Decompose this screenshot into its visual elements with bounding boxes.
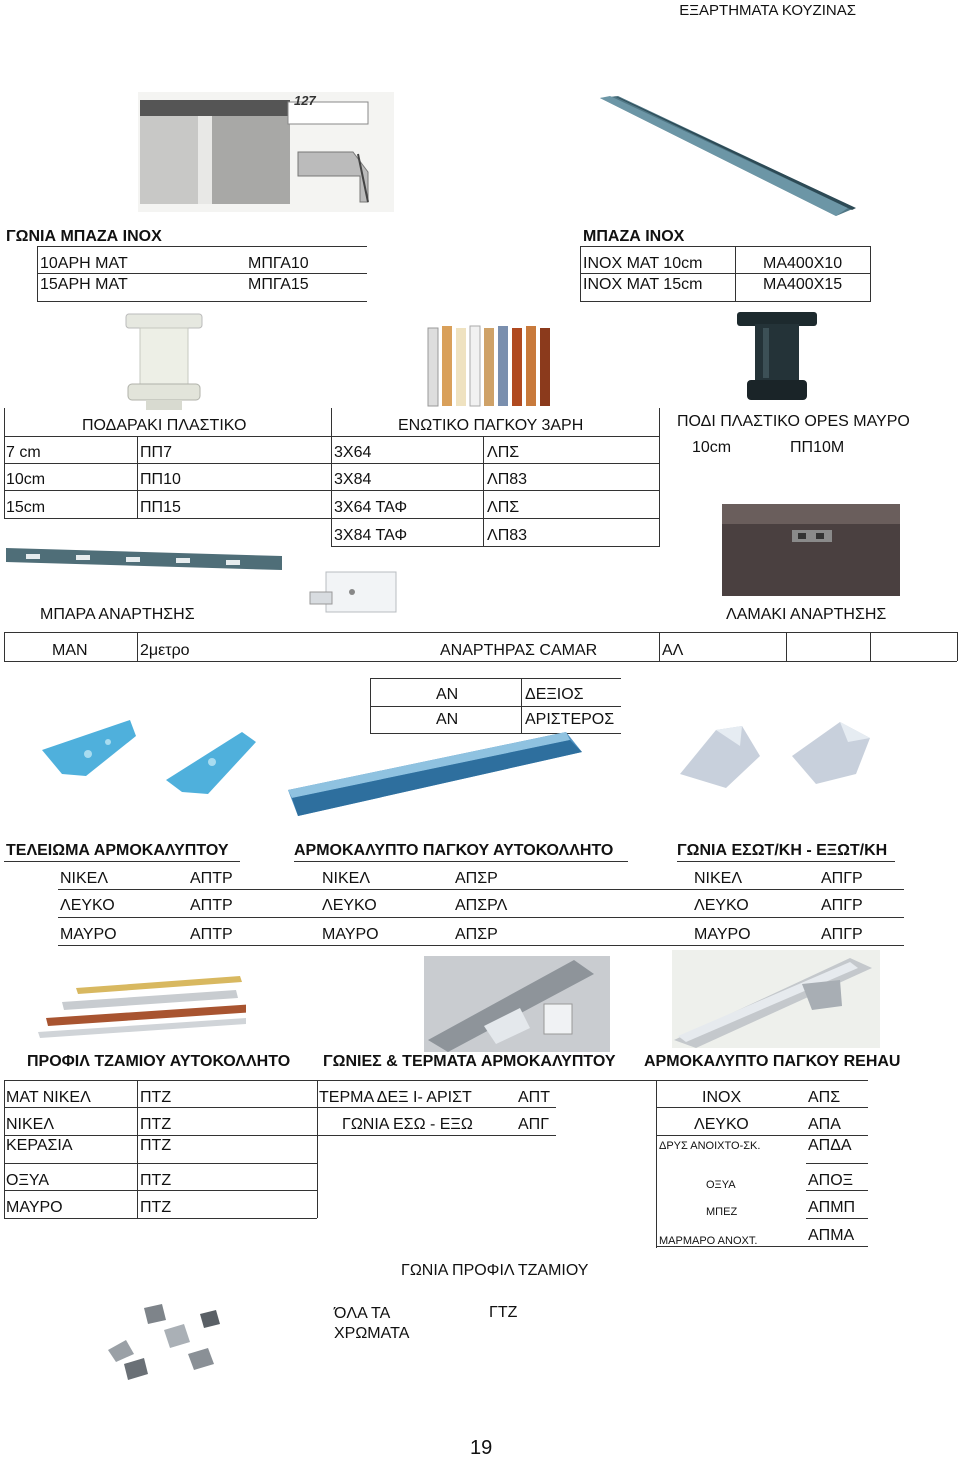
corner-base-row-code: ΜΠΓΑ10 xyxy=(248,255,309,272)
backsplash-adhesive-row-color: ΛΕΥΚΟ xyxy=(322,897,377,914)
rehau-row-color: ΙΝΟΧ xyxy=(702,1089,742,1106)
plastic-leg-title: ΠΟΔΑΡΑΚΙ ΠΛΑΣΤΙΚΟ xyxy=(82,417,247,434)
page-header-title: ΕΞΑΡΤΗΜΑΤΑ ΚΟΥΖΙΝΑΣ xyxy=(679,2,856,19)
glass-profile-title: ΠΡΟΦΙΛ ΤΖΑΜΙΟΥ ΑΥΤΟΚΟΛΛΗΤΟ xyxy=(27,1053,291,1070)
backsplash-end-row-code: ΑΠΤΡ xyxy=(190,926,233,943)
plastic-leg-row-code: ΠΠ10 xyxy=(140,471,181,488)
backsplash-adhesive-title: ΑΡΜΟΚΑΛΥΠΤΟ ΠΑΓΚΟΥ ΑΥΤΟΚΟΛΛΗΤΟ xyxy=(294,842,614,859)
camar-hanger-photo xyxy=(306,570,398,616)
plastic-leg-photo xyxy=(118,312,210,412)
rehau-title: ΑΡΜΟΚΑΛΥΠΤΟ ΠΑΓΚΟΥ REHAU xyxy=(644,1053,901,1070)
glass-profile-row-color: ΜΑΤ ΝΙΚΕΛ xyxy=(6,1089,91,1106)
rehau-row-color: ΜΠΕΖ xyxy=(706,1206,738,1218)
page-number: 19 xyxy=(470,1437,493,1459)
joint-title: ΕΝΩΤΙΚΟ ΠΑΓΚΟΥ 3ΑΡΗ xyxy=(398,417,584,434)
plastic-leg-row-code: ΠΠ7 xyxy=(140,444,173,461)
glass-profile-row-color: ΚΕΡΑΣΙΑ xyxy=(6,1137,73,1154)
backsplash-end-row-color: ΝΙΚΕΛ xyxy=(60,870,109,887)
rehau-row-code: ΑΠΜΠ xyxy=(808,1199,856,1216)
backsplash-end-photo xyxy=(32,716,282,798)
backsplash-end-row-color: ΛΕΥΚΟ xyxy=(60,897,115,914)
black-leg-title: ΠΟΔΙ ΠΛΑΣΤΙΚΟ ΟΡΕS ΜΑΥΡΟ xyxy=(677,413,910,430)
corner-base-row-name: 10ΑΡΗ ΜΑΤ xyxy=(40,255,128,272)
corners-ends-row-code: ΑΠΤ xyxy=(518,1089,550,1106)
corners-ends-photo xyxy=(424,956,610,1052)
camar-row-code: ΑΝ xyxy=(436,686,459,703)
inox-base-row-name: ΙΝΟΧ ΜΑΤ 15cm xyxy=(583,276,703,293)
joint-row-name: 3Χ64 xyxy=(334,444,372,461)
rehau-row-color: ΜΑΡΜΑΡΟ ΑΝΟΧΤ. xyxy=(659,1235,758,1247)
inox-base-row-code: ΜΑ400Χ10 xyxy=(763,255,843,272)
backsplash-adhesive-row-color: ΝΙΚΕΛ xyxy=(322,870,371,887)
rehau-row-code: ΑΠΑ xyxy=(808,1116,841,1133)
corners-ends-row-name: ΓΩΝΙΑ ΕΣΩ - ΕΞΩ xyxy=(342,1116,473,1133)
glass-profile-row-code: ΠΤΖ xyxy=(140,1199,172,1216)
backsplash-adhesive-row-code: ΑΠΣΡ xyxy=(455,870,498,887)
rehau-row-code: ΑΠΜΑ xyxy=(808,1227,855,1244)
corner-in-out-row-color: ΛΕΥΚΟ xyxy=(694,897,749,914)
glass-profile-row-code: ΠΤΖ xyxy=(140,1137,172,1154)
corner-in-out-title: ΓΩΝΙΑ ΕΣΩΤ/ΚΗ - ΕΞΩΤ/ΚΗ xyxy=(677,842,888,859)
backsplash-adhesive-row-code: ΑΠΣΡΛ xyxy=(455,897,508,914)
rehau-row-color: ΟΞΥΑ xyxy=(706,1179,736,1191)
hanging-plate-code: ΑΛ xyxy=(662,642,684,659)
glass-profile-row-code: ΠΤΖ xyxy=(140,1172,172,1189)
glass-corner-title: ΓΩΝΙΑ ΠΡΟΦΙΛ ΤΖΑΜΙΟΥ xyxy=(401,1262,589,1279)
corner-in-out-row-code: ΑΠΓΡ xyxy=(821,926,863,943)
joint-row-name: 3Χ64 ΤΑΦ xyxy=(334,499,408,516)
joint-photo xyxy=(424,322,554,410)
corners-ends-row-code: ΑΠΓ xyxy=(518,1116,550,1133)
corner-in-out-row-code: ΑΠΓΡ xyxy=(821,897,863,914)
joint-row-name: 3Χ84 ΤΑΦ xyxy=(334,527,408,544)
joint-row-code: ΛΠΣ xyxy=(487,444,520,461)
hanging-plate-title: ΛΑΜΑΚΙ ΑΝΑΡΤΗΣΗΣ xyxy=(726,606,887,623)
backsplash-adhesive-photo xyxy=(286,728,586,824)
rehau-row-color: ΔΡΥΣ ΑΝΟΙΧΤΟ-ΣΚ. xyxy=(659,1140,761,1152)
black-leg-photo xyxy=(733,310,823,406)
corner-in-out-row-color: ΝΙΚΕΛ xyxy=(694,870,743,887)
glass-corner-code: ΓΤΖ xyxy=(489,1304,518,1321)
corner-base-row-name: 15ΑΡΗ ΜΑΤ xyxy=(40,276,128,293)
camar-row-side: ΑΡΙΣΤΕΡΟΣ xyxy=(525,711,615,728)
hanging-plate-photo xyxy=(722,504,900,596)
backsplash-adhesive-row-code: ΑΠΣΡ xyxy=(455,926,498,943)
hanging-bar-title: ΜΠΑΡΑ ΑΝΑΡΤΗΣΗΣ xyxy=(40,606,195,623)
backsplash-end-row-code: ΑΠΤΡ xyxy=(190,870,233,887)
black-leg-code: ΠΠ10Μ xyxy=(790,439,845,456)
backsplash-adhesive-row-color: ΜΑΥΡΟ xyxy=(322,926,379,943)
joint-row-name: 3Χ84 xyxy=(334,471,372,488)
inox-base-row-code: ΜΑ400Χ15 xyxy=(763,276,843,293)
plastic-leg-row-size: 7 cm xyxy=(6,444,41,461)
glass-profile-row-color: ΝΙΚΕΛ xyxy=(6,1116,55,1133)
corner-in-out-photo xyxy=(676,716,874,792)
backsplash-end-row-code: ΑΠΤΡ xyxy=(190,897,233,914)
corner-in-out-row-color: ΜΑΥΡΟ xyxy=(694,926,751,943)
camar-title: ΑΝΑΡΤΗΡΑΣ CAMAR xyxy=(440,642,598,659)
plastic-leg-row-size: 15cm xyxy=(6,499,46,516)
corners-ends-title: ΓΩΝΙΕΣ & ΤΕΡΜΑΤΑ ΑΡΜΟΚΑΛΥΠΤΟΥ xyxy=(323,1053,616,1070)
joint-row-code: ΛΠ83 xyxy=(487,527,528,544)
glass-corner-colors: ΌΛΑ ΤΑ ΧΡΩΜΑΤΑ xyxy=(334,1305,410,1342)
glass-profile-row-color: ΜΑΥΡΟ xyxy=(6,1199,63,1216)
plastic-leg-row-code: ΠΠ15 xyxy=(140,499,181,516)
hanging-bar-length: 2μετρο xyxy=(140,642,190,659)
rehau-row-code: ΑΠΣ xyxy=(808,1089,841,1106)
corner-in-out-row-code: ΑΠΓΡ xyxy=(821,870,863,887)
glass-corner-photo xyxy=(104,1302,222,1382)
black-leg-size: 10cm xyxy=(692,439,732,456)
camar-row-side: ΔΕΞΙΟΣ xyxy=(525,686,584,703)
angle-product-label: 127 xyxy=(294,93,316,108)
joint-row-code: ΛΠ83 xyxy=(487,471,528,488)
inox-base-photo xyxy=(590,96,860,216)
joint-row-code: ΛΠΣ xyxy=(487,499,520,516)
inox-base-row-name: ΙΝΟΧ ΜΑΤ 10cm xyxy=(583,255,703,272)
plastic-leg-row-size: 10cm xyxy=(6,471,46,488)
corner-base-row-code: ΜΠΓΑ15 xyxy=(248,276,309,293)
corner-base-photo xyxy=(138,92,394,212)
rehau-row-code: ΑΠΔΑ xyxy=(808,1137,852,1154)
backsplash-end-title: ΤΕΛΕΙΩΜΑ ΑΡΜΟΚΑΛΥΠΤΟΥ xyxy=(6,842,229,859)
corners-ends-row-name: ΤΕΡΜΑ ΔΕΞ Ι- ΑΡΙΣΤ xyxy=(319,1089,472,1106)
backsplash-end-row-color: ΜΑΥΡΟ xyxy=(60,926,117,943)
corner-base-title: ΓΩΝΙΑ ΜΠΑΖΑ ΙΝΟΧ xyxy=(6,228,162,245)
rehau-row-code: ΑΠΟΞ xyxy=(808,1172,854,1189)
glass-profile-row-code: ΠΤΖ xyxy=(140,1089,172,1106)
rehau-row-color: ΛΕΥΚΟ xyxy=(694,1116,749,1133)
camar-row-code: ΑΝ xyxy=(436,711,459,728)
inox-base-title: ΜΠΑΖΑ ΙΝΟΧ xyxy=(583,228,685,245)
hanging-bar-photo xyxy=(6,546,282,572)
glass-profile-photo xyxy=(36,972,246,1040)
glass-profile-row-color: ΟΞΥΑ xyxy=(6,1172,49,1189)
rehau-photo xyxy=(672,950,880,1048)
glass-profile-row-code: ΠΤΖ xyxy=(140,1116,172,1133)
hanging-bar-code: ΜΑΝ xyxy=(52,642,88,659)
